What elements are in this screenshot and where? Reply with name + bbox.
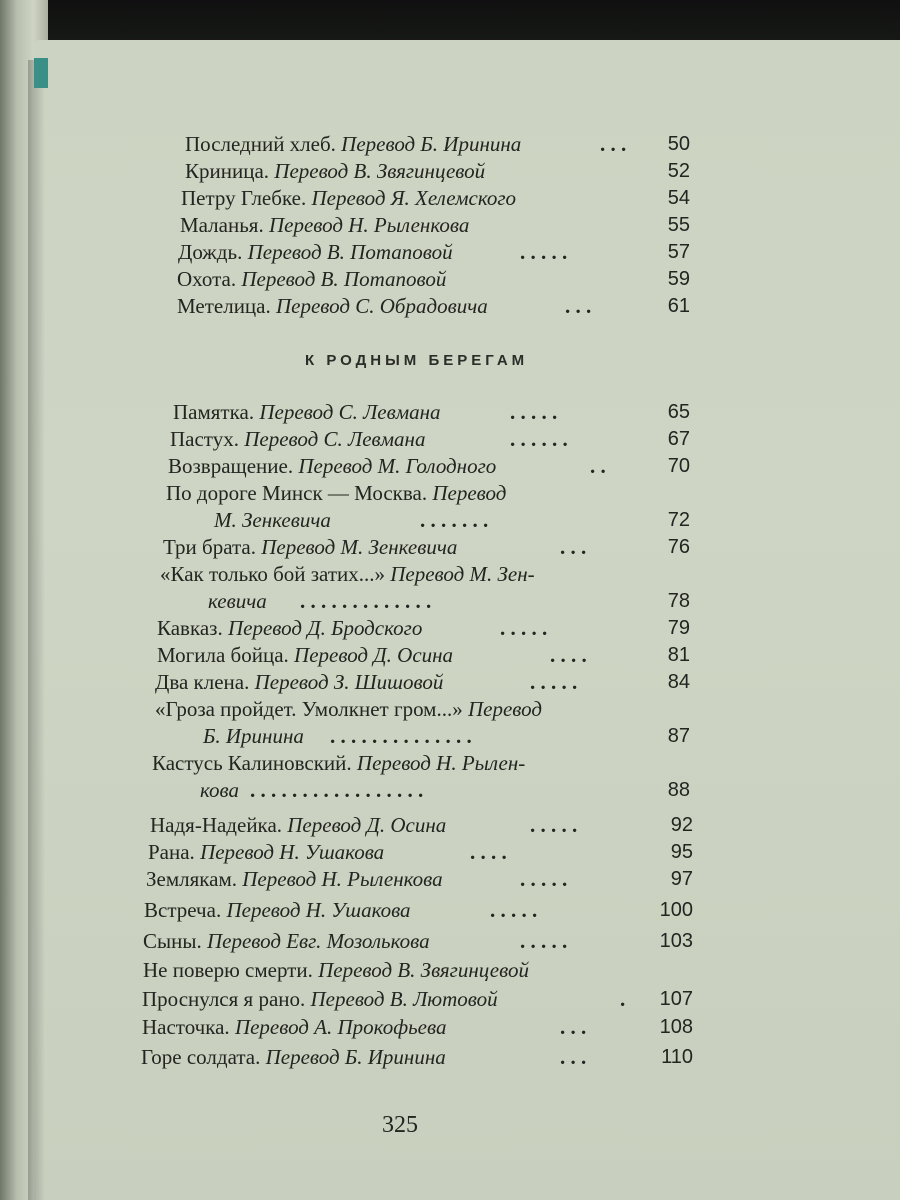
- toc-entry-title: Встреча.: [144, 898, 222, 922]
- toc-entry-title: Проснулся я рано.: [142, 987, 306, 1011]
- toc-page-number: 84: [667, 671, 690, 693]
- toc-page-number: 59: [667, 268, 690, 290]
- leader-dots: . . . . . . . . . . . . . .: [330, 724, 472, 748]
- toc-entry-title: Последний хлеб.: [185, 132, 336, 156]
- toc-entry-title: Горе солдата.: [141, 1045, 261, 1069]
- leader-dots: . . . . .: [500, 616, 548, 640]
- toc-entry-translator: Перевод В. Потаповой: [241, 267, 447, 291]
- toc-entry-title: Метелица.: [177, 294, 271, 318]
- toc-entry-translator: Перевод Н. Ушакова: [200, 840, 385, 864]
- toc-entry-title: Дождь.: [178, 240, 243, 264]
- page-gutter-shadow: [28, 60, 46, 1200]
- toc-entry-text: [177, 265, 446, 293]
- toc-page-number: 108: [659, 1016, 693, 1038]
- toc-page-number: 50: [667, 133, 690, 155]
- toc-entry-text: [177, 292, 488, 320]
- toc-entry-text: [203, 722, 304, 750]
- leader-dots: . . .: [565, 294, 592, 318]
- toc-entry-translator: Перевод С. Обрадовича: [276, 294, 488, 318]
- toc-entry-text: [208, 587, 267, 615]
- toc-entry-translator: Перевод: [432, 481, 507, 505]
- bookmark-ribbon: [34, 58, 48, 88]
- toc-entry-translator: Перевод Д. Бродского: [227, 616, 423, 640]
- toc-page-number: 79: [667, 617, 690, 639]
- toc-page-number: 97: [670, 868, 693, 890]
- toc-entry-translator: Перевод Н. Рыленкова: [268, 213, 470, 237]
- toc-entry-text: [185, 157, 485, 185]
- toc-entry-translator: Перевод Евг. Мозолькова: [206, 929, 430, 953]
- leader-dots: . . . . .: [490, 898, 538, 922]
- toc-entry-translator: кевича: [208, 589, 267, 613]
- page-number: 325: [382, 1112, 418, 1138]
- toc-entry-text: [143, 956, 529, 984]
- toc-entry-text: [185, 130, 521, 158]
- toc-page-number: 70: [667, 455, 690, 477]
- toc-page-number: 88: [667, 779, 690, 801]
- toc-entry-translator: Перевод М. Зенкевича: [261, 535, 458, 559]
- toc-entry-translator: Перевод М. Зен-: [390, 562, 535, 586]
- toc-entry-title: Возвращение.: [168, 454, 294, 478]
- leader-dots: .: [620, 987, 626, 1011]
- leader-dots: . . . .: [470, 840, 507, 864]
- leader-dots: . . .: [600, 132, 627, 156]
- toc-entry-translator: Перевод Д. Осина: [287, 813, 447, 837]
- toc-entry-text: [150, 811, 446, 839]
- toc-entry-text: [173, 398, 441, 426]
- toc-entry-text: [178, 238, 453, 266]
- toc-page-number: 65: [667, 401, 690, 423]
- leader-dots: . . .: [560, 1015, 587, 1039]
- toc-entry-title: «Как только бой затих...»: [160, 562, 385, 586]
- toc-entry-translator: Перевод Н. Рыленкова: [242, 867, 443, 891]
- toc-page-number: 95: [670, 841, 693, 863]
- toc-entry-text: [170, 425, 425, 453]
- toc-page-number: 54: [667, 187, 690, 209]
- toc-entry-text: [180, 211, 469, 239]
- toc-entry-text: [157, 641, 453, 669]
- toc-entry-translator: Перевод С. Левмана: [244, 427, 426, 451]
- toc-entry-title: Могила бойца.: [157, 643, 289, 667]
- toc-page-number: 61: [667, 295, 690, 317]
- leader-dots: . . . . . . .: [420, 508, 489, 532]
- leader-dots: . .: [590, 454, 606, 478]
- toc-entry-text: [141, 1043, 446, 1071]
- toc-entry-translator: Перевод Б. Иринина: [341, 132, 522, 156]
- leader-dots: . . . . .: [530, 813, 578, 837]
- toc-entry-title: Кастусь Калиновский.: [152, 751, 352, 775]
- toc-entry-translator: Перевод Н. Рылен-: [356, 751, 526, 775]
- toc-page-number: 72: [667, 509, 690, 531]
- toc-entry-title: Сыны.: [143, 929, 202, 953]
- leader-dots: . . .: [560, 535, 587, 559]
- toc-entry-translator: Перевод З. Шишовой: [254, 670, 444, 694]
- toc-entry-translator: Перевод Н. Ушакова: [226, 898, 411, 922]
- leader-dots: . . . . .: [520, 240, 568, 264]
- toc-entry-title: Рана.: [148, 840, 195, 864]
- section-heading: К РОДНЫМ БЕРЕГАМ: [305, 352, 529, 369]
- toc-entry-text: [157, 614, 422, 642]
- toc-page-number: 92: [670, 814, 693, 836]
- toc-entry-title: Два клена.: [155, 670, 250, 694]
- toc-entry-translator: Перевод С. Левмана: [259, 400, 441, 424]
- toc-entry-text: [214, 506, 331, 534]
- toc-entry-translator: Перевод Б. Иринина: [265, 1045, 446, 1069]
- toc-entry-translator: Перевод: [467, 697, 542, 721]
- toc-entry-translator: Перевод Я. Хелемского: [311, 186, 517, 210]
- toc-entry-title: «Гроза пройдет. Умолкнет гром...»: [155, 697, 463, 721]
- toc-entry-text: [144, 896, 411, 924]
- toc-entry-translator: Перевод В. Звягинцевой: [274, 159, 486, 183]
- toc-entry-translator: кова: [200, 778, 239, 802]
- toc-entry-text: [148, 838, 384, 866]
- toc-entry-translator: М. Зенкевича: [214, 508, 331, 532]
- toc-entry-title: Три брата.: [163, 535, 256, 559]
- toc-page-number: 110: [661, 1046, 693, 1068]
- leader-dots: . . . . .: [510, 400, 558, 424]
- toc-page-number: 87: [667, 725, 690, 747]
- toc-entry-translator: Б. Иринина: [203, 724, 304, 748]
- toc-page-number: 76: [667, 536, 690, 558]
- toc-entry-title: Кавказ.: [157, 616, 223, 640]
- toc-entry-title: Памятка.: [173, 400, 255, 424]
- toc-entry-text: [142, 1013, 446, 1041]
- toc-entry-text: [160, 560, 535, 588]
- leader-dots: . . . . . . . . . . . . .: [300, 589, 432, 613]
- toc-page-number: 52: [667, 160, 690, 182]
- toc-page-number: 100: [659, 899, 693, 921]
- leader-dots: . . . . .: [530, 670, 578, 694]
- toc-entry-translator: Перевод В. Лютовой: [310, 987, 498, 1011]
- leader-dots: . . . . .: [520, 929, 568, 953]
- toc-entry-text: [146, 865, 443, 893]
- leader-dots: . . .: [560, 1045, 587, 1069]
- toc-entry-translator: Перевод В. Звягинцевой: [318, 958, 529, 982]
- toc-entry-text: [142, 985, 498, 1013]
- leader-dots: . . . . .: [520, 867, 568, 891]
- toc-entry-translator: Перевод М. Голодного: [298, 454, 497, 478]
- toc-entry-title: Маланья.: [180, 213, 264, 237]
- toc-entry-text: [163, 533, 457, 561]
- toc-entry-title: Криница.: [185, 159, 270, 183]
- toc-entry-text: [155, 695, 542, 723]
- toc-page-number: 81: [667, 644, 690, 666]
- toc-page-number: 78: [667, 590, 690, 612]
- toc-page-number: 57: [667, 241, 690, 263]
- toc-entry-title: Пастух.: [170, 427, 239, 451]
- toc-entry-title: Надя-Надейка.: [150, 813, 283, 837]
- toc-entry-translator: Перевод Д. Осина: [294, 643, 454, 667]
- toc-page-number: 107: [659, 988, 693, 1010]
- toc-entry-text: [200, 776, 239, 804]
- toc-entry-title: Петру Глебке.: [181, 186, 307, 210]
- toc-entry-translator: Перевод А. Прокофьева: [234, 1015, 447, 1039]
- toc-entry-title: Не поверю смерти.: [143, 958, 313, 982]
- toc-page-number: 67: [667, 428, 690, 450]
- toc-page-number: 55: [667, 214, 690, 236]
- toc-entry-translator: Перевод В. Потаповой: [247, 240, 453, 264]
- toc-entry-title: Охота.: [177, 267, 237, 291]
- toc-entry-text: [143, 927, 430, 955]
- leader-dots: . . . . . .: [510, 427, 568, 451]
- leader-dots: . . . .: [550, 643, 587, 667]
- toc-entry-text: [155, 668, 443, 696]
- toc-entry-title: Насточка.: [142, 1015, 230, 1039]
- toc-entry-text: [152, 749, 525, 777]
- toc-entry-text: [181, 184, 516, 212]
- toc-entry-title: Землякам.: [146, 867, 238, 891]
- leader-dots: . . . . . . . . . . . . . . . . .: [250, 778, 424, 802]
- toc-page-number: 103: [659, 930, 693, 952]
- toc-entry-text: [166, 479, 506, 507]
- toc-entry-text: [168, 452, 496, 480]
- toc-entry-title: По дороге Минск — Москва.: [166, 481, 428, 505]
